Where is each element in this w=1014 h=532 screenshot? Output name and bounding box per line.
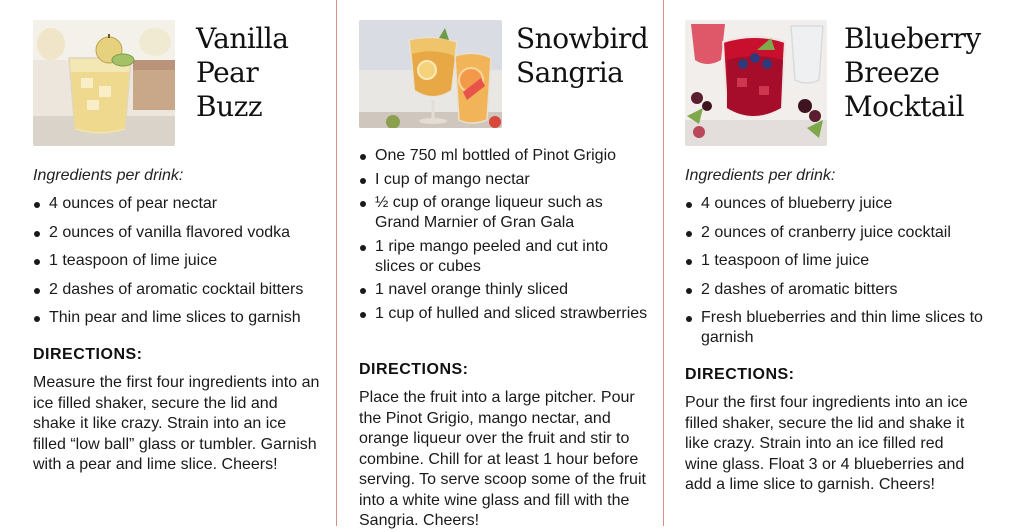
title-line: Mocktail [844,90,965,123]
directions-text: Pour the first four ingredients into an ice filled shaker, secure the lid and shake it like crazy. Strain into an ice filled red wine glass. Float 3 or 4 blueberries and add a lime slice to garnish. Cheers! [685,394,968,493]
ingredient-item: 2 ounces of vanilla flavored vodka [33,223,303,243]
ingredients-list [359,146,651,327]
ingredient-item: 1 cup of hulled and sliced strawberries [359,304,651,324]
directions-text: Place the fruit into a large pitcher. Pour the Pinot Grigio, mango nectar, and orange liqueur over the fruit and stir to combine. Chill for at least 1 hour before serving. To serve scoop some of the fruit into a white wine glass and fill with the Sangria. Cheers! [359,389,646,529]
ingredient-item: 4 ounces of pear nectar [33,194,303,214]
ingredient-item: 1 navel orange thinly sliced [359,280,651,300]
title-line: Breeze [844,56,940,89]
directions-heading: DIRECTIONS: [33,346,143,363]
ingredient-item: 1 teaspoon of lime juice [33,251,303,271]
title-line: Sangria [516,56,624,89]
ingredient-item: Thin pear and lime slices to garnish [33,308,303,328]
ingredient-item: One 750 ml bottled of Pinot Grigio [359,146,651,166]
ingredient-item: 2 dashes of aromatic bitters [685,280,985,300]
recipe-snowbird-sangria [359,0,651,529]
column-divider [663,0,664,526]
directions-text: Measure the first four ingredients into an ice filled shaker, secure the lid and shake it like crazy. Strain into an ice filled “low ball” glass or tumbler. Garnish with a pear and lime slice. Cheers! [33,374,320,473]
directions-heading: DIRECTIONS: [685,366,795,383]
ingredients-list [685,194,985,357]
ingredient-item: 2 ounces of cranberry juice cocktail [685,223,985,243]
recipe-title [844,22,981,124]
title-line: Vanilla [196,22,289,55]
vanilla-pear-buzz-photo [33,20,175,146]
recipe-vanilla-pear-buzz [33,0,325,526]
directions-heading: DIRECTIONS: [359,361,469,378]
recipe-blueberry-breeze-mocktail [685,0,985,526]
recipe-title [196,22,288,124]
title-line: Snowbird [516,22,649,55]
recipe-title [516,22,648,90]
ingredient-item: Fresh blueberries and thin lime slices to garnish [685,308,985,348]
ingredient-item: 1 ripe mango peeled and cut into slices or cubes [359,237,651,277]
ingredients-label: Ingredients per drink: [685,167,836,184]
blueberry-breeze-mocktail-photo [685,20,827,146]
ingredient-item: I cup of mango nectar [359,170,651,190]
snowbird-sangria-photo [359,20,502,128]
ingredients-list [33,194,303,337]
ingredient-item: 1 teaspoon of lime juice [685,251,985,271]
ingredient-item: 2 dashes of aromatic cocktail bitters [33,280,303,300]
ingredient-item: 4 ounces of blueberry juice [685,194,985,214]
title-line: Buzz [196,90,263,123]
ingredients-label: Ingredients per drink: [33,167,184,184]
title-line: Pear [196,56,259,89]
title-line: Blueberry [844,22,981,55]
ingredient-item: ½ cup of orange liqueur such as Grand Marnier of Gran Gala [359,193,651,233]
column-divider [336,0,337,526]
